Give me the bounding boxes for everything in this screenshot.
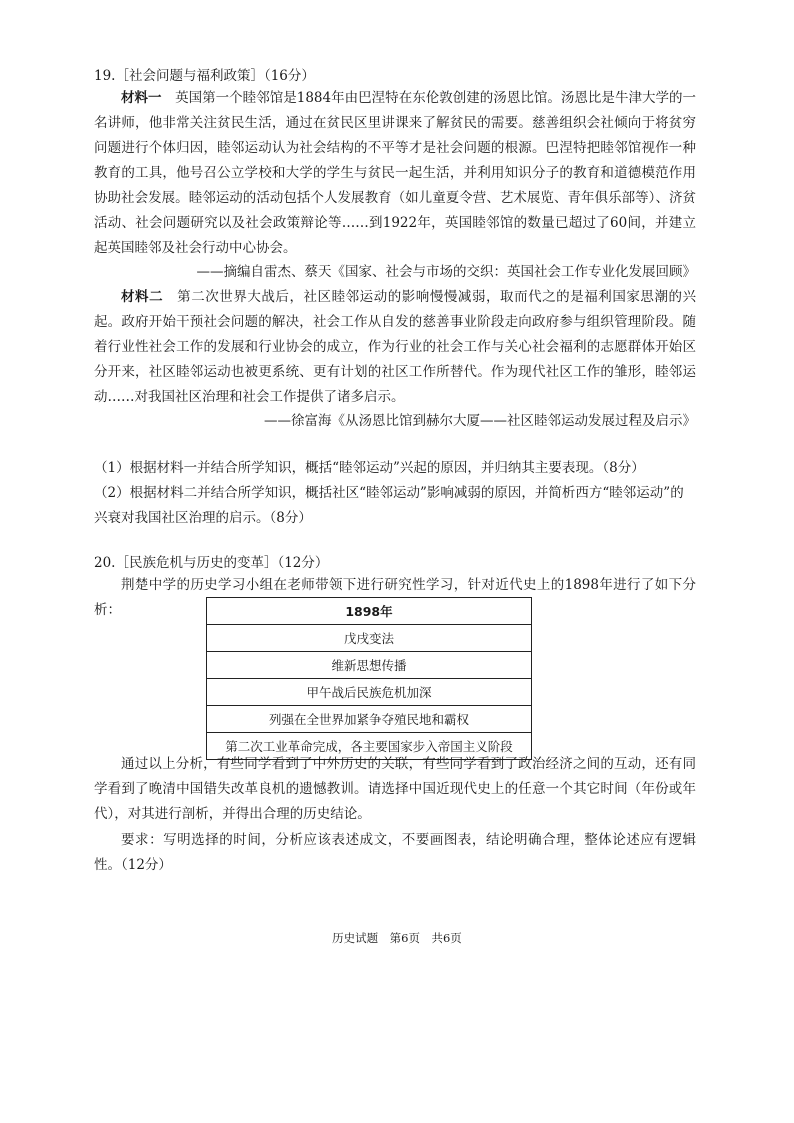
material-2-source: ——徐富海《从汤恩比馆到赫尔大厦——社区睦邻运动发展过程及启示》 [264, 413, 696, 429]
table-cell: 维新思想传播 [207, 652, 532, 679]
table-cell: 戊戌变法 [207, 625, 532, 652]
material-1-text: 英国第一个睦邻馆是1884年由巴涅特在东伦敦创建的汤恩比馆。汤恩比是牛津大学的一名讲师，他非常关注贫民生活，通过在贫民区里讲课来了解贫民的需要。慈善组织会社倾向于将贫穷问题进行个体归因，睦邻运动认为社会结构的不平等才是社会问题的根源。巴涅特把睦邻馆视作一种教育的工具，他号召公立学校和大学的学生与贫民一起生活，并利用知识分子的教育和道德模范作用协助社会发展。睦邻运动的活动包括个人发展教育（如儿童夏令营、艺术展览、青年俱乐部等）、济贫活动、社会问题研究以及社会政策辩论等……到1922年，英国睦邻馆的数量已超过了60间，并建立起英国睦邻及社会行动中心协会。 [94, 90, 697, 256]
table-cell: 第二次工业革命完成，各主要国家步入帝国主义阶段 [207, 733, 532, 760]
table-row [207, 679, 532, 706]
table-row [207, 598, 532, 625]
q20-header: 20.［民族危机与历史的变革］（12分） [94, 555, 329, 571]
q20-intro: 荆楚中学的历史学习小组在老师带领下进行研究性学习，针对近代史上的1898年进行了如下分析： [94, 577, 696, 618]
table-cell: 列强在全世界加紧争夺殖民地和霸权 [207, 706, 532, 733]
q19-sub-question-2: （2）根据材料二并结合所学知识，概括社区“睦邻运动”影响减弱的原因，并简析西方“睦邻运动”的兴衰对我国社区治理的启示。（8分） [94, 485, 684, 526]
table-row [207, 652, 532, 679]
q20-requirement: 要求：写明选择的时间，分析应该表述成文，不要画图表，结论明确合理，整体论述应有逻辑性。（12分） [94, 832, 696, 873]
material-1-source: ——摘编自雷杰、蔡天《国家、社会与市场的交织：英国社会工作专业化发展回顾》 [196, 264, 696, 280]
q19-material-2 [94, 285, 696, 410]
q20-body: 通过以上分析，有些同学看到了中外历史的关联，有些同学看到了政治经济之间的互动，还有同学看到了晚清中国错失改革良机的遗憾教训。请选择中国近现代史上的任意一个其它时间（年份或年代），对其进行剖析，并得出合理的历史结论。 [94, 756, 696, 822]
material-2-label: 材料二 [121, 289, 164, 305]
table-row [207, 625, 532, 652]
q19-sub-question-1: （1）根据材料一并结合所学知识，概括“睦邻运动”兴起的原因，并归纳其主要表现。（8分） [94, 460, 645, 476]
table-row [207, 706, 532, 733]
table-cell: 1898年 [207, 598, 532, 625]
material-2-text: 第二次世界大战后，社区睦邻运动的影响慢慢减弱，取而代之的是福利国家思潮的兴起。政府开始干预社会问题的解决，社会工作从自发的慈善事业阶段走向政府参与组织管理阶段。随着行业性社会工作的发展和行业协会的成立，作为行业的社会工作与关心社会福利的志愿群体开始区分开来，社区睦邻运动也被更系统、更有计划的社区工作所替代。作为现代社区工作的雏形，睦邻运动……对我国社区治理和社会工作提供了诸多启示。 [94, 289, 697, 405]
q19-header: 19.［社会问题与福利政策］（16分） [94, 68, 315, 84]
material-1-label: 材料一 [121, 90, 162, 106]
table-cell: 甲午战后民族危机加深 [207, 679, 532, 706]
analysis-table [206, 597, 532, 760]
page-footer: 历史试题 第6页 共6页 [332, 931, 462, 945]
q19-material-1 [94, 86, 696, 261]
